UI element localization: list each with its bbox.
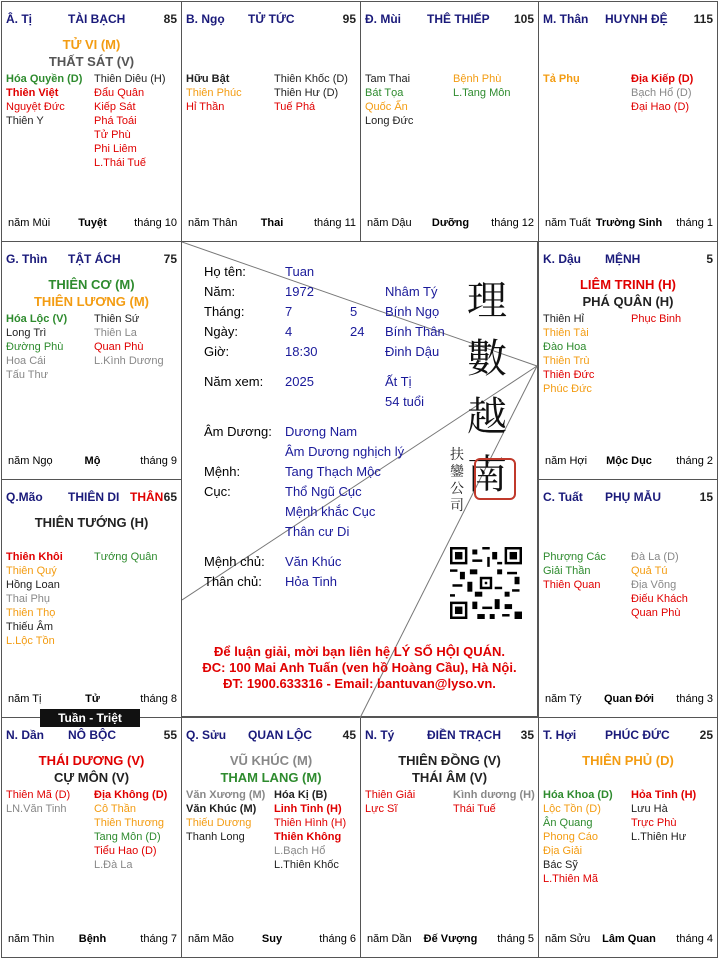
star: L.Kình Dương	[94, 355, 164, 367]
star: Hóa Quyền (D)	[6, 73, 83, 85]
palace-suu[interactable]	[181, 717, 361, 958]
palace-house: THIÊN DI	[68, 490, 120, 504]
life-phase: Trường Sinh	[595, 217, 663, 229]
palace-house: TÀI BẠCH	[68, 12, 126, 26]
star: Phúc Đức	[543, 383, 592, 395]
star: Hồng Loan	[6, 579, 60, 591]
star: Điếu Khách	[631, 593, 688, 605]
star: Lộc Tồn (D)	[543, 803, 601, 815]
palace-branch: N. Dần	[6, 728, 45, 742]
palace-number: 5	[706, 252, 713, 266]
month-label: tháng 9	[140, 455, 177, 467]
contact-banner	[182, 644, 537, 692]
year-label: năm Mùi	[8, 217, 51, 229]
name-label: Họ tên:	[204, 264, 246, 279]
palace-ty[interactable]	[1, 1, 182, 242]
star: Trực Phù	[631, 817, 677, 829]
life-phase: Suy	[261, 933, 283, 945]
star: Phong Cáo	[543, 831, 599, 843]
palace-house: MỆNH	[605, 252, 641, 266]
star: Thiên Việt	[6, 87, 59, 99]
palace-number: 45	[342, 728, 356, 742]
star: Đẩu Quân	[94, 87, 145, 99]
star: Tả Phụ	[543, 73, 580, 85]
star: Văn Khúc (M)	[186, 803, 257, 815]
cuc-value: Thổ Ngũ Cục	[285, 484, 362, 499]
star: Linh Tinh (H)	[274, 803, 342, 815]
star: Thiếu Âm	[6, 621, 54, 633]
menhchu-label: Mệnh chủ:	[204, 554, 265, 569]
main-star: THIÊN CƠ (M)	[48, 277, 135, 292]
star: Bát Tọa	[365, 87, 404, 99]
star: Thiên Hình (H)	[274, 817, 347, 829]
palace-branch: K. Dậu	[543, 252, 582, 266]
star: LN.Văn Tinh	[6, 803, 67, 815]
star: Thiên Thương	[94, 817, 165, 829]
star: Đà La (D)	[631, 551, 679, 563]
month-label: tháng 8	[140, 693, 177, 705]
palace-branch: T. Hợi	[543, 728, 577, 742]
hour-canchi: Đinh Dậu	[385, 344, 440, 359]
hour-label: Giờ:	[204, 344, 230, 359]
year-label: Năm:	[204, 284, 236, 299]
year-label: năm Thân	[188, 217, 238, 229]
menh-value: Tang Thạch Mộc	[285, 464, 381, 479]
palace-tuat[interactable]	[538, 479, 718, 718]
palace-branch: C. Tuất	[543, 490, 583, 504]
star: L.Tang Môn	[453, 87, 511, 99]
star: Hóa Lộc (V)	[6, 313, 68, 325]
star: Phá Toái	[94, 115, 137, 127]
palace-branch: Đ. Mùi	[365, 12, 401, 26]
month-value: 7	[285, 304, 293, 319]
palace-house: TẬT ÁCH	[68, 252, 121, 266]
year-label: năm Ngọ	[8, 455, 53, 467]
star: L.Thái Tuế	[94, 157, 146, 169]
view-canchi: Ất Tị	[385, 374, 412, 389]
palace-number: 65	[163, 490, 177, 504]
month-label: tháng 1	[676, 217, 713, 229]
palace-branch: N. Tý	[365, 728, 395, 742]
main-star: THÁI DƯƠNG (V)	[38, 753, 145, 768]
life-phase: Tuyệt	[78, 217, 107, 229]
star: Thiên Mã (D)	[6, 789, 71, 801]
year-label: năm Dần	[367, 933, 412, 945]
palace-branch: M. Thân	[543, 12, 589, 26]
star: Hỉ Thần	[186, 101, 225, 113]
star: Tam Thai	[365, 73, 411, 85]
thanchu-label: Thân chủ:	[204, 574, 262, 589]
main-star: THẤT SÁT (V)	[48, 54, 135, 69]
day-canchi: Bính Thân	[385, 324, 445, 339]
star: Thiếu Dương	[186, 817, 252, 829]
main-star: THÁI ÂM (V)	[411, 770, 488, 785]
palace-ti[interactable]	[360, 717, 539, 958]
star: Lưu Hà	[631, 803, 668, 815]
star: Thiên Khốc (D)	[274, 73, 348, 85]
main-star: LIÊM TRINH (H)	[579, 277, 677, 292]
palace-hoi[interactable]	[538, 717, 718, 958]
year-label: năm Tý	[545, 693, 582, 705]
star: Văn Xương (M)	[186, 789, 266, 801]
main-star: THIÊN ĐỒNG (V)	[398, 753, 501, 768]
day-value: 4	[285, 324, 293, 339]
tuan-triet-badge: Tuần - Triệt	[40, 709, 140, 727]
star: Đào Hoa	[543, 341, 587, 353]
palace-thin[interactable]	[1, 241, 182, 480]
star: Bệnh Phù	[453, 73, 502, 85]
star: Thiên Giải	[365, 789, 416, 801]
star: Kiếp Sát	[94, 101, 136, 113]
star: L.Lộc Tồn	[6, 635, 55, 647]
palace-house: TỬ TỨC	[248, 12, 295, 26]
seal-text: 扶鑾公司	[450, 447, 464, 514]
year-value: 1972	[285, 284, 314, 299]
menh-label: Mệnh:	[204, 464, 241, 479]
banner-line: ĐT: 1900.633316 - Email: bantuvan@lyso.vn.	[223, 676, 496, 691]
star: Đường Phù	[6, 341, 64, 353]
month-label: tháng 4	[676, 933, 713, 945]
main-star: THAM LANG (M)	[220, 770, 322, 785]
star: Bạch Hổ (D)	[631, 87, 692, 99]
age: 54 tuổi	[385, 394, 425, 409]
palace-house: PHỤ MẪU	[605, 490, 661, 504]
star: Hóa Kị (B)	[274, 789, 328, 801]
star: Thiên Đức	[543, 369, 595, 381]
life-phase: Đế Vượng	[423, 933, 478, 945]
star: Cô Thần	[94, 803, 136, 815]
star: Tang Môn (D)	[94, 831, 161, 843]
main-star: TỬ VI (M)	[62, 37, 121, 52]
month-label: tháng 7	[140, 933, 177, 945]
life-phase: Quan Đới	[604, 693, 654, 705]
palace-house: NÔ BỘC	[68, 728, 116, 742]
menhchu-value: Văn Khúc	[285, 554, 342, 569]
star: Thiên Y	[6, 115, 44, 127]
star: L.Thiên Mã	[543, 873, 599, 885]
year-label: năm Dậu	[367, 217, 412, 229]
star: Hữu Bật	[186, 73, 230, 85]
cuc-relation: Mệnh khắc Cục	[285, 504, 376, 519]
star: Quan Phù	[94, 341, 144, 353]
star: Thiên Quý	[6, 565, 57, 577]
palace-branch: Â. Tị	[6, 12, 32, 26]
life-phase: Dưỡng	[431, 217, 470, 229]
star: Thiên Hỉ	[543, 313, 584, 325]
month-lunar: 5	[350, 304, 358, 319]
palace-house: THÊ THIẾP	[427, 12, 490, 26]
calligraphy-char: 數	[467, 336, 507, 382]
star: Thiên Hư (D)	[274, 87, 339, 99]
palace-number: 15	[699, 490, 713, 504]
star: Tử Phù	[94, 129, 131, 141]
palace-number: 115	[693, 12, 713, 26]
star: L.Bạch Hổ	[274, 845, 326, 857]
star: Long Trì	[6, 327, 47, 339]
palace-number: 55	[163, 728, 177, 742]
star: Giải Thần	[543, 565, 591, 577]
star: Địa Võng	[631, 579, 677, 591]
month-canchi: Bính Ngọ	[385, 304, 440, 319]
center-panel	[181, 241, 538, 717]
calligraphy-char: 南	[467, 452, 507, 498]
star: Tuế Phá	[274, 101, 316, 113]
cuc-label: Cục:	[204, 484, 231, 499]
palace-branch: Q. Sửu	[186, 728, 227, 742]
star: Phượng Các	[543, 551, 606, 563]
palace-mao[interactable]	[1, 479, 182, 718]
palace-house: PHÚC ĐỨC	[605, 728, 670, 742]
main-star: THIÊN PHỦ (D)	[582, 753, 674, 768]
calligraphy-char: 理	[467, 278, 507, 324]
star: Thiên Phúc	[186, 87, 242, 99]
year-canchi: Nhâm Tý	[385, 284, 438, 299]
star: Địa Kiếp (D)	[631, 73, 694, 85]
main-star: PHÁ QUÂN (H)	[582, 294, 674, 309]
star: L.Đà La	[94, 859, 133, 871]
qr-code-icon[interactable]	[450, 547, 522, 619]
palace-dan[interactable]	[1, 717, 182, 958]
star: Đại Hao (D)	[631, 101, 690, 113]
star: Thiên La	[94, 327, 137, 339]
palace-branch: Q.Mão	[6, 490, 43, 504]
palace-branch: G. Thìn	[6, 252, 48, 266]
star: Thiên Trù	[543, 355, 590, 367]
month-label: tháng 10	[134, 217, 177, 229]
year-label: năm Tị	[8, 693, 42, 705]
star: Thanh Long	[186, 831, 245, 843]
year-label: năm Sửu	[545, 933, 591, 945]
palace-branch: B. Ngọ	[186, 12, 225, 26]
star: Phục Binh	[631, 313, 682, 325]
star: Thai Phụ	[6, 593, 51, 605]
palace-number: 85	[163, 12, 177, 26]
main-star: CỰ MÔN (V)	[53, 770, 130, 785]
star: Long Đức	[365, 115, 414, 127]
amduong-note: Âm Dương nghịch lý	[285, 444, 405, 459]
month-label: tháng 12	[491, 217, 534, 229]
star: Bác Sỹ	[543, 859, 578, 871]
star: Tấu Thư	[6, 369, 49, 381]
star: Địa Không (D)	[94, 789, 168, 801]
star: Thiên Không	[274, 831, 342, 843]
star: Hoa Cái	[6, 355, 46, 367]
palace-number: 105	[513, 12, 534, 26]
year-label: năm Tuất	[545, 217, 591, 229]
palace-house: ĐIỀN TRẠCH	[427, 728, 501, 742]
star: Thiên Tài	[543, 327, 589, 339]
star: Quả Tú	[631, 565, 668, 577]
year-label: năm Thìn	[8, 933, 55, 945]
life-phase: Lâm Quan	[602, 933, 656, 945]
star: L.Thiên Hư	[631, 831, 687, 843]
main-star: VŨ KHÚC (M)	[229, 753, 313, 768]
star: Lực Sĩ	[365, 803, 398, 815]
seal-stamp-icon	[474, 458, 516, 500]
banner-line: Để luận giải, mời bạn liên hệ LÝ SỐ HỘI QUÁN.	[214, 644, 505, 659]
palace-house: QUAN LỘC	[248, 728, 312, 742]
calligraphy-char: 越	[467, 394, 507, 440]
life-phase: Mộc Dục	[606, 455, 652, 467]
month-label: tháng 5	[497, 933, 534, 945]
star: Hóa Khoa (D)	[543, 789, 613, 801]
palace-ngo[interactable]	[181, 1, 361, 242]
palace-dau[interactable]	[538, 241, 718, 480]
month-label: tháng 3	[676, 693, 713, 705]
star: Thiên Diêu (H)	[94, 73, 166, 85]
banner-line: ĐC: 100 Mai Anh Tuấn (ven hồ Hoàng Cầu), Hà Nội.	[202, 660, 517, 675]
view-year-label: Năm xem:	[204, 374, 264, 389]
life-phase: Tử	[85, 693, 100, 705]
life-phase: Mộ	[84, 455, 101, 467]
star: Địa Giải	[543, 845, 583, 857]
day-lunar: 24	[350, 324, 365, 339]
star: L.Thiên Khốc	[274, 859, 339, 871]
amduong-value: Dương Nam	[285, 424, 358, 439]
palace-number: 75	[163, 252, 177, 266]
main-star: THIÊN LƯƠNG (M)	[33, 294, 150, 309]
hour-value: 18:30	[285, 344, 318, 359]
star: Thiên Khôi	[6, 551, 63, 563]
star: Thiên Sứ	[94, 313, 140, 325]
year-label: năm Hợi	[545, 455, 588, 467]
palace-house: HUYNH ĐỆ	[605, 12, 668, 26]
thanchu-value: Hỏa Tinh	[285, 574, 338, 589]
month-label: tháng 11	[313, 217, 356, 229]
amduong-label: Âm Dương:	[204, 424, 272, 439]
month-label: tháng 6	[319, 933, 356, 945]
star: Tiểu Hao (D)	[94, 845, 157, 857]
star: Hỏa Tinh (H)	[631, 789, 697, 801]
than-tag: THÂN	[130, 490, 164, 504]
palace-mui[interactable]	[360, 1, 539, 242]
day-label: Ngày:	[204, 324, 238, 339]
palace-than[interactable]	[538, 1, 718, 242]
year-label: năm Mão	[188, 933, 234, 945]
life-phase: Bệnh	[78, 933, 107, 945]
star: Thiên Quan	[543, 579, 601, 591]
star: Quốc Ấn	[365, 101, 408, 113]
star: Thiên Thọ	[6, 607, 56, 619]
star: Ân Quang	[543, 817, 593, 829]
star: Tướng Quân	[94, 551, 158, 563]
view-year: 2025	[285, 374, 314, 389]
month-label: tháng 2	[676, 455, 713, 467]
palace-number: 25	[699, 728, 713, 742]
than-position: Thân cư Di	[285, 524, 350, 539]
main-star: THIÊN TƯỚNG (H)	[34, 515, 149, 530]
star: Phi Liêm	[94, 143, 137, 155]
palace-number: 95	[342, 12, 356, 26]
palace-number: 35	[520, 728, 534, 742]
month-label: Tháng:	[204, 304, 245, 319]
star: Quan Phù	[631, 607, 681, 619]
star: Thái Tuế	[453, 803, 496, 815]
star: Kình dương (H)	[453, 789, 535, 801]
name-value: Tuan	[285, 264, 315, 279]
life-phase: Thai	[260, 217, 284, 229]
star: Nguyệt Đức	[6, 101, 65, 113]
